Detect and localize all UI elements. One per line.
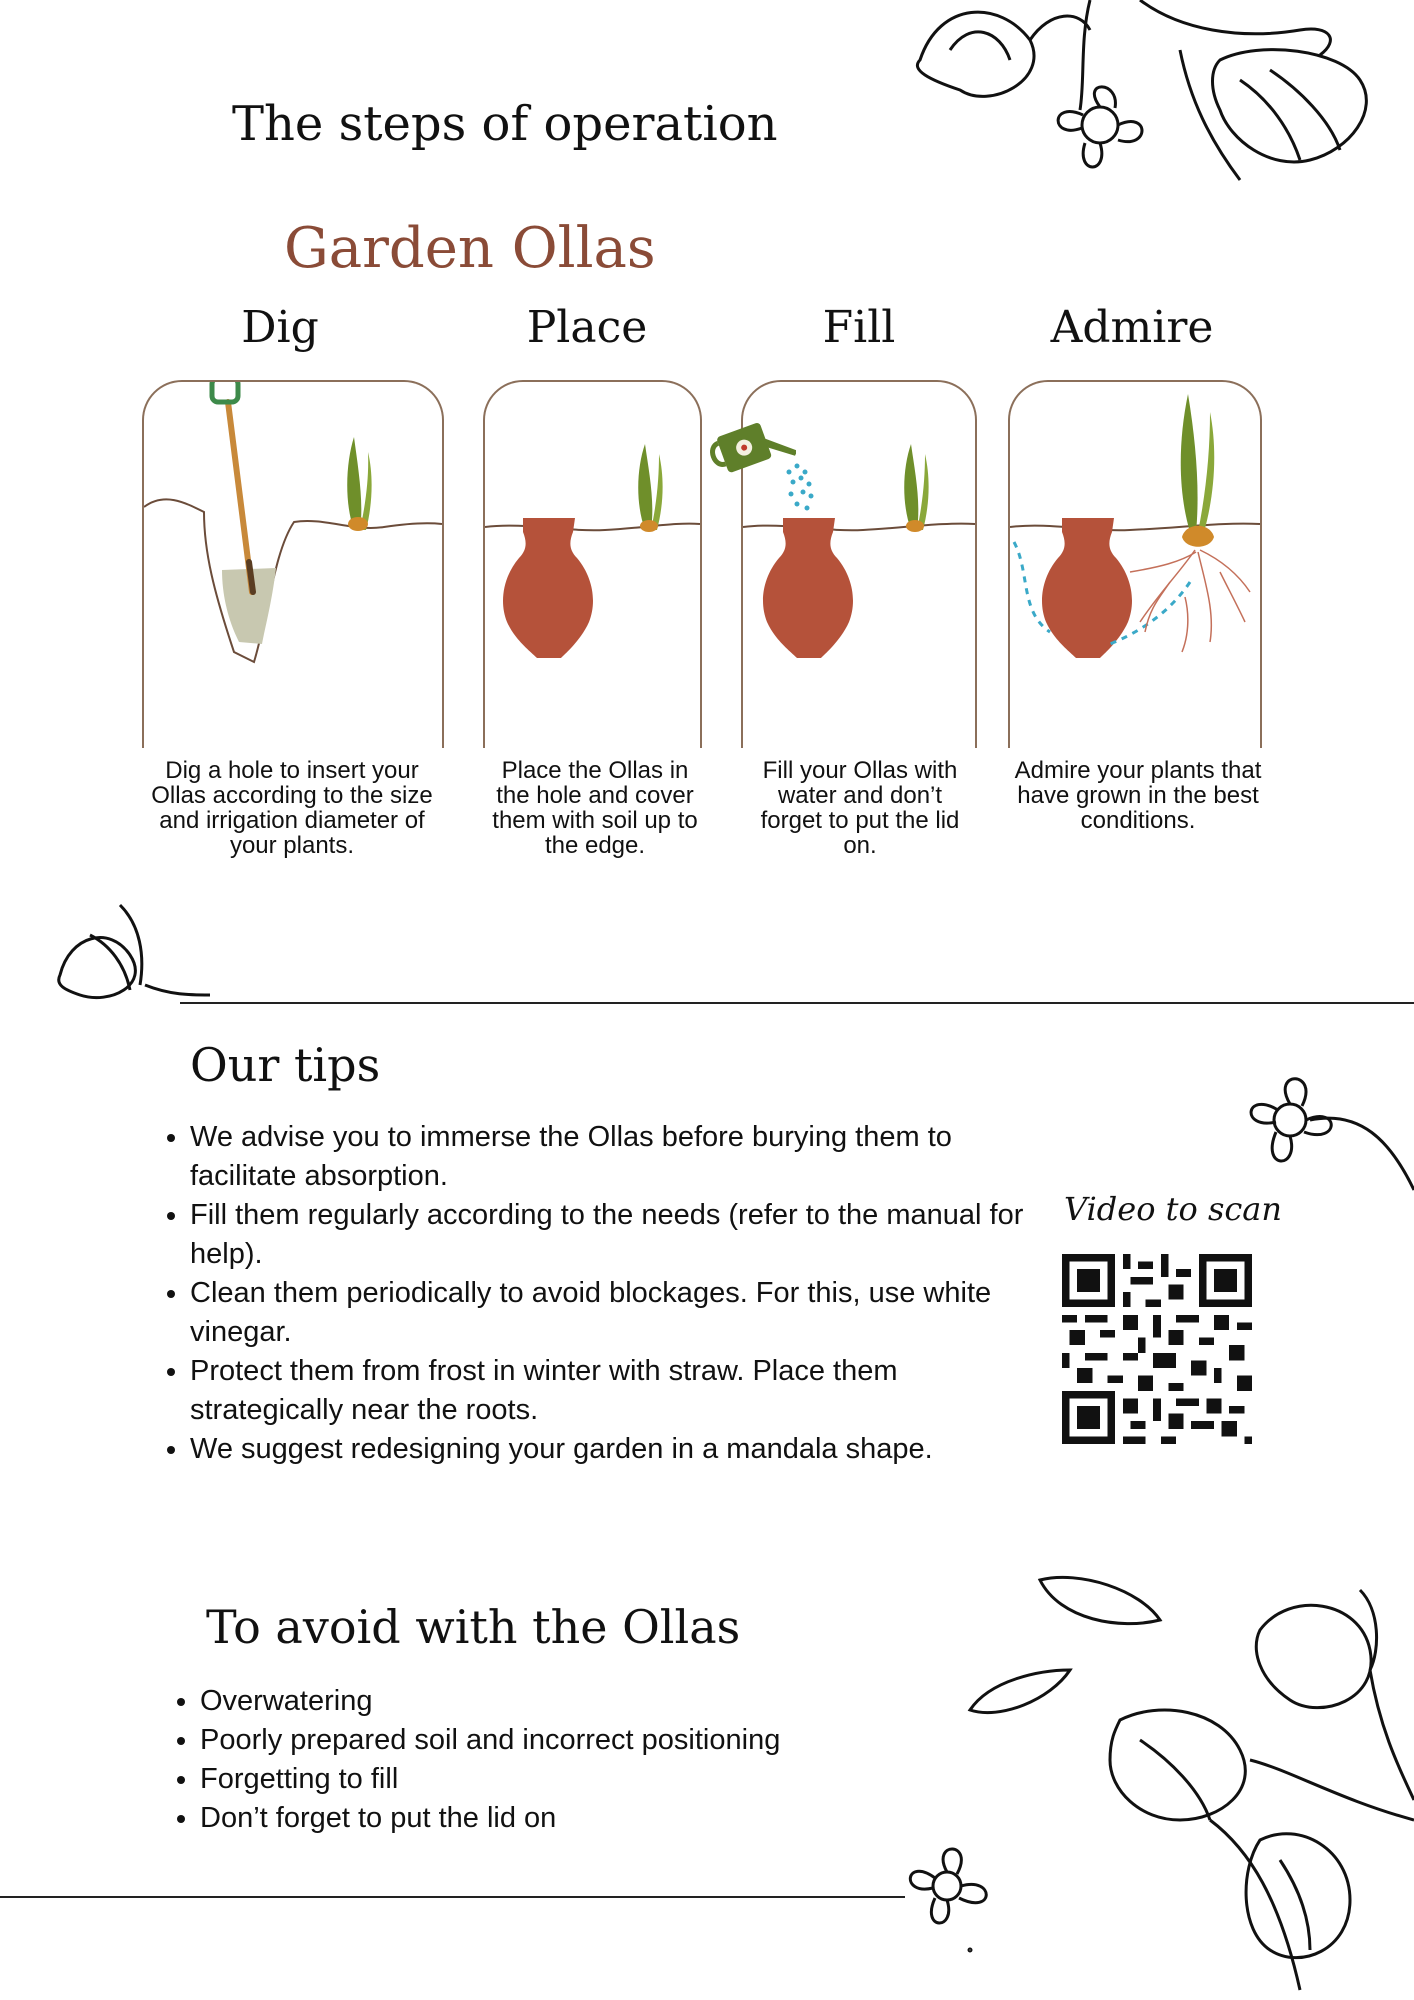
list-item: • Forgetting to fill (200, 1760, 960, 1799)
step-panel-dig (142, 380, 444, 748)
list-item: • Protect them from frost in winter with straw. Place them strategically near the roots. (190, 1352, 1030, 1430)
flower-sketch-icon (960, 1570, 1414, 2000)
list-item: • We suggest redesigning your garden in a mandala shape. (190, 1430, 1030, 1469)
step-panel-place (483, 380, 702, 748)
avoid-title: To avoid with the Ollas (206, 1600, 741, 1654)
tips-list (150, 1118, 1030, 1469)
section-divider (0, 1896, 905, 1898)
step-heading-place: Place (526, 302, 648, 353)
list-item: • Overwatering (200, 1682, 960, 1721)
flower-sketch-icon (50, 895, 210, 1005)
step-heading-admire: Admire (1050, 302, 1214, 353)
step-description-dig: Dig a hole to insert your Ollas according to the size and irrigation diameter of your plants. (151, 757, 433, 859)
flower-sketch-icon (1240, 1060, 1414, 1210)
step-heading-fill: Fill (822, 302, 896, 353)
qr-code-icon[interactable] (1062, 1254, 1252, 1444)
section-divider (180, 1002, 1414, 1004)
list-item: • Don’t forget to put the lid on (200, 1799, 960, 1838)
watering-can-icon (706, 404, 796, 482)
list-item: • Clean them periodically to avoid blockages. For this, use white vinegar. (190, 1274, 1030, 1352)
page-title: The steps of operation (232, 96, 778, 152)
step-heading-dig: Dig (241, 302, 319, 353)
step-description-fill: Fill your Ollas with water and don’t forget to put the lid on. (760, 757, 960, 859)
flower-sketch-icon (895, 1836, 1005, 1936)
list-item: • We advise you to immerse the Ollas before burying them to facilitate absorption. (190, 1118, 1030, 1196)
step-panel-admire (1008, 380, 1262, 748)
step-description-admire: Admire your plants that have grown in the best conditions. (1014, 757, 1262, 834)
page-subtitle: Garden Ollas (284, 216, 656, 281)
tips-title: Our tips (190, 1038, 381, 1092)
list-item: • Poorly prepared soil and incorrect positioning (200, 1721, 960, 1760)
flower-sketch-icon (880, 0, 1414, 190)
shovel-icon (212, 382, 238, 402)
step-description-place: Place the Ollas in the hole and cover them with soil up to the edge. (492, 757, 698, 859)
list-item: • Fill them regularly according to the needs (refer to the manual for help). (190, 1196, 1030, 1274)
qr-label: Video to scan (1064, 1190, 1282, 1228)
avoid-list (160, 1682, 960, 1838)
